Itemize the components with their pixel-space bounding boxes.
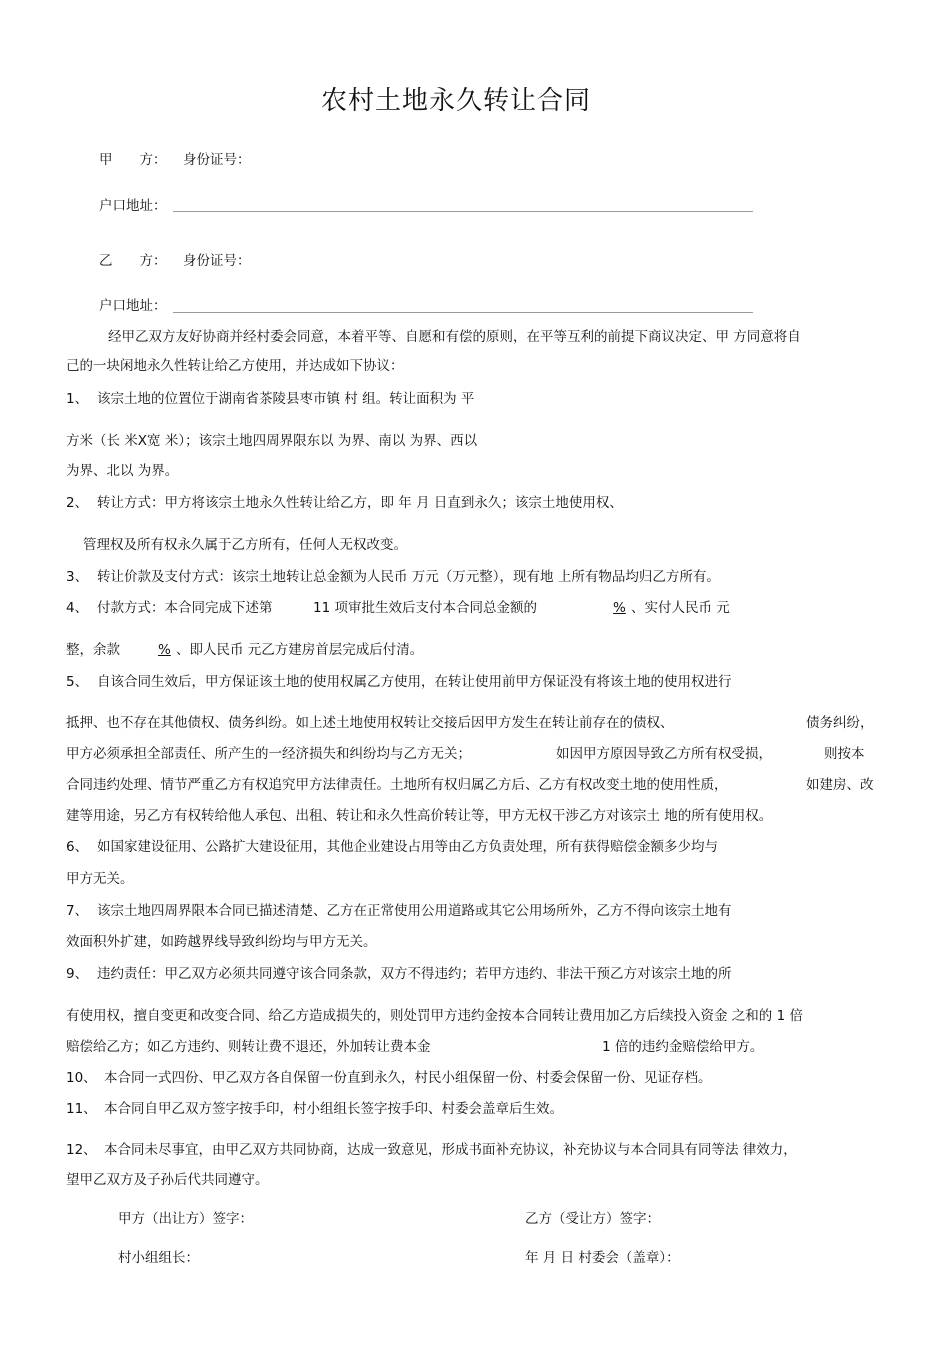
clause-4-line-1a: 付款方式：本合同完成下述第 <box>97 600 273 616</box>
group-leader-signature-label: 村小组组长： <box>118 1250 199 1266</box>
clause-7-line-1: 该宗土地四周界限本合同已描述清楚、乙方在正常使用公用道路或其它公用场所外，乙方不得向该宗土地有 <box>97 903 732 919</box>
clause-6-line-2: 甲方无关。 <box>66 871 134 887</box>
clause-4-number: 4、 <box>66 600 89 616</box>
clause-5-line-1: 自该合同生效后，甲方保证该土地的使用权属乙方使用，在转让使用前甲方保证没有将该土地的使用权进行 <box>97 674 732 690</box>
clause-5-line-2a: 抵押、也不存在其他债权、债务纠纷。如上述土地使用权转让交接后因甲方发生在转让前存在的债权、 <box>66 715 674 731</box>
page-title: 农村土地永久转让合同 <box>321 86 592 116</box>
party-b-address-label: 户口地址： <box>99 298 167 314</box>
intro-line-2: 己的一块闲地永久性转让给乙方使用，并达成如下协议： <box>66 358 404 374</box>
clause-10-number: 10、 <box>66 1070 97 1086</box>
clause-11-number: 11、 <box>66 1101 97 1117</box>
clause-2-number: 2、 <box>66 495 89 511</box>
clause-5-line-4a: 合同违约处理、情节严重乙方有权追究甲方法律责任。土地所有权归属乙方后、乙方有权改变土地的使用性质， <box>66 777 728 793</box>
clause-2-line-1: 转让方式：甲方将该宗土地永久性转让给乙方，即 年 月 日直到永久；该宗土地使用权、 <box>97 495 623 511</box>
clause-5-line-5: 建等用途，另乙方有权转给他人承包、出租、转让和永久性高价转让等，甲方无权干涉乙方对该宗土 地的所有使用权。 <box>66 808 773 824</box>
clause-4-line-1c: 、实付人民币 元 <box>631 600 730 616</box>
clause-5-line-4b: 如建房、改 <box>806 777 874 793</box>
clause-5-line-2b: 债务纠纷， <box>806 715 874 731</box>
clause-6-number: 6、 <box>66 839 89 855</box>
party-b-signature-label: 乙方（受让方）签字： <box>525 1211 660 1227</box>
clause-12-number: 12、 <box>66 1142 97 1158</box>
party-a-label: 甲 方： <box>99 152 167 168</box>
clause-4-line-1b: 11 项审批生效后支付本合同总金额的 <box>313 600 537 616</box>
clause-5-number: 5、 <box>66 674 89 690</box>
clause-9-number: 9、 <box>66 966 89 982</box>
clause-5-line-3a: 甲方必须承担全部责任、所产生的一经济损失和纠纷均与乙方无关； <box>66 746 471 762</box>
clause-3-number: 3、 <box>66 569 89 585</box>
party-b-address-line <box>173 312 753 313</box>
party-a-address-line <box>173 211 753 212</box>
clause-11-line-1: 本合同自甲乙双方签字按手印，村小组组长签字按手印、村委会盖章后生效。 <box>104 1101 563 1117</box>
clause-10-line-1: 本合同一式四份、甲乙双方各自保留一份直到永久，村民小组保留一份、村委会保留一份、见证存档。 <box>104 1070 712 1086</box>
party-a-signature-label: 甲方（出让方）签字： <box>118 1211 253 1227</box>
clause-7-number: 7、 <box>66 903 89 919</box>
clause-4-percent-2: % <box>158 642 171 658</box>
clause-5-line-3c: 则按本 <box>824 746 865 762</box>
clause-6-line-1: 如国家建设征用、公路扩大建设征用，其他企业建设占用等由乙方负责处理，所有获得赔偿金额多少均与 <box>97 839 718 855</box>
clause-12-line-2: 望甲乙双方及子孙后代共同遵守。 <box>66 1172 269 1188</box>
clause-1-number: 1、 <box>66 391 89 407</box>
clause-3-line-1: 转让价款及支付方式：该宗土地转让总金额为人民币 万元（万元整），现有地 上所有物品均归乙方所有。 <box>97 569 720 585</box>
party-b-label: 乙 方： <box>99 253 167 269</box>
clause-1-line-2: 方米（长 米X宽 米）；该宗土地四周界限东以 为界、南以 为界、西以 <box>66 433 478 449</box>
clause-9-line-1: 违约责任：甲乙双方必须共同遵守该合同条款，双方不得违约；若甲方违约、非法干预乙方对该宗土地的所 <box>97 966 732 982</box>
date-and-committee-seal-label: 年 月 日 村委会（盖章）： <box>525 1250 680 1266</box>
clause-1-line-3: 为界、北以 为界。 <box>66 463 179 479</box>
party-a-id-label: 身份证号： <box>183 152 251 168</box>
clause-9-line-2: 有使用权，擅自变更和改变合同、给乙方造成损失的，则处罚甲方违约金按本合同转让费用加乙方后续投入资金 之和的 1 倍 <box>66 1008 803 1024</box>
clause-12-line-1: 本合同未尽事宜，由甲乙双方共同协商，达成一致意见，形成书面补充协议，补充协议与本合同具有同等法 律效力， <box>104 1142 797 1158</box>
clause-1-line-1: 该宗土地的位置位于湖南省茶陵县枣市镇 村 组。转让面积为 平 <box>97 391 475 407</box>
clause-4-line-2a: 整，余款 <box>66 642 120 658</box>
clause-7-line-2: 效面积外扩建，如跨越界线导致纠纷均与甲方无关。 <box>66 934 377 950</box>
party-b-id-label: 身份证号： <box>183 253 251 269</box>
clause-9-line-3a: 赔偿给乙方；如乙方违约、则转让费不退还，外加转让费本金 <box>66 1039 431 1055</box>
clause-4-line-2b: 、即人民币 元乙方建房首层完成后付清。 <box>176 642 424 658</box>
clause-5-line-3b: 如因甲方原因导致乙方所有权受损， <box>556 746 772 762</box>
party-a-address-label: 户口地址： <box>99 198 167 214</box>
intro-line-1: 经甲乙双方友好协商并经村委会同意，本着平等、自愿和有偿的原则，在平等互利的前提下商议决定、甲 方同意将自 <box>108 329 801 345</box>
clause-4-percent-1: % <box>613 600 626 616</box>
clause-9-line-3b: 1 倍的违约金赔偿给甲方。 <box>602 1039 764 1055</box>
clause-2-line-2: 管理权及所有权永久属于乙方所有，任何人无权改变。 <box>83 537 407 553</box>
